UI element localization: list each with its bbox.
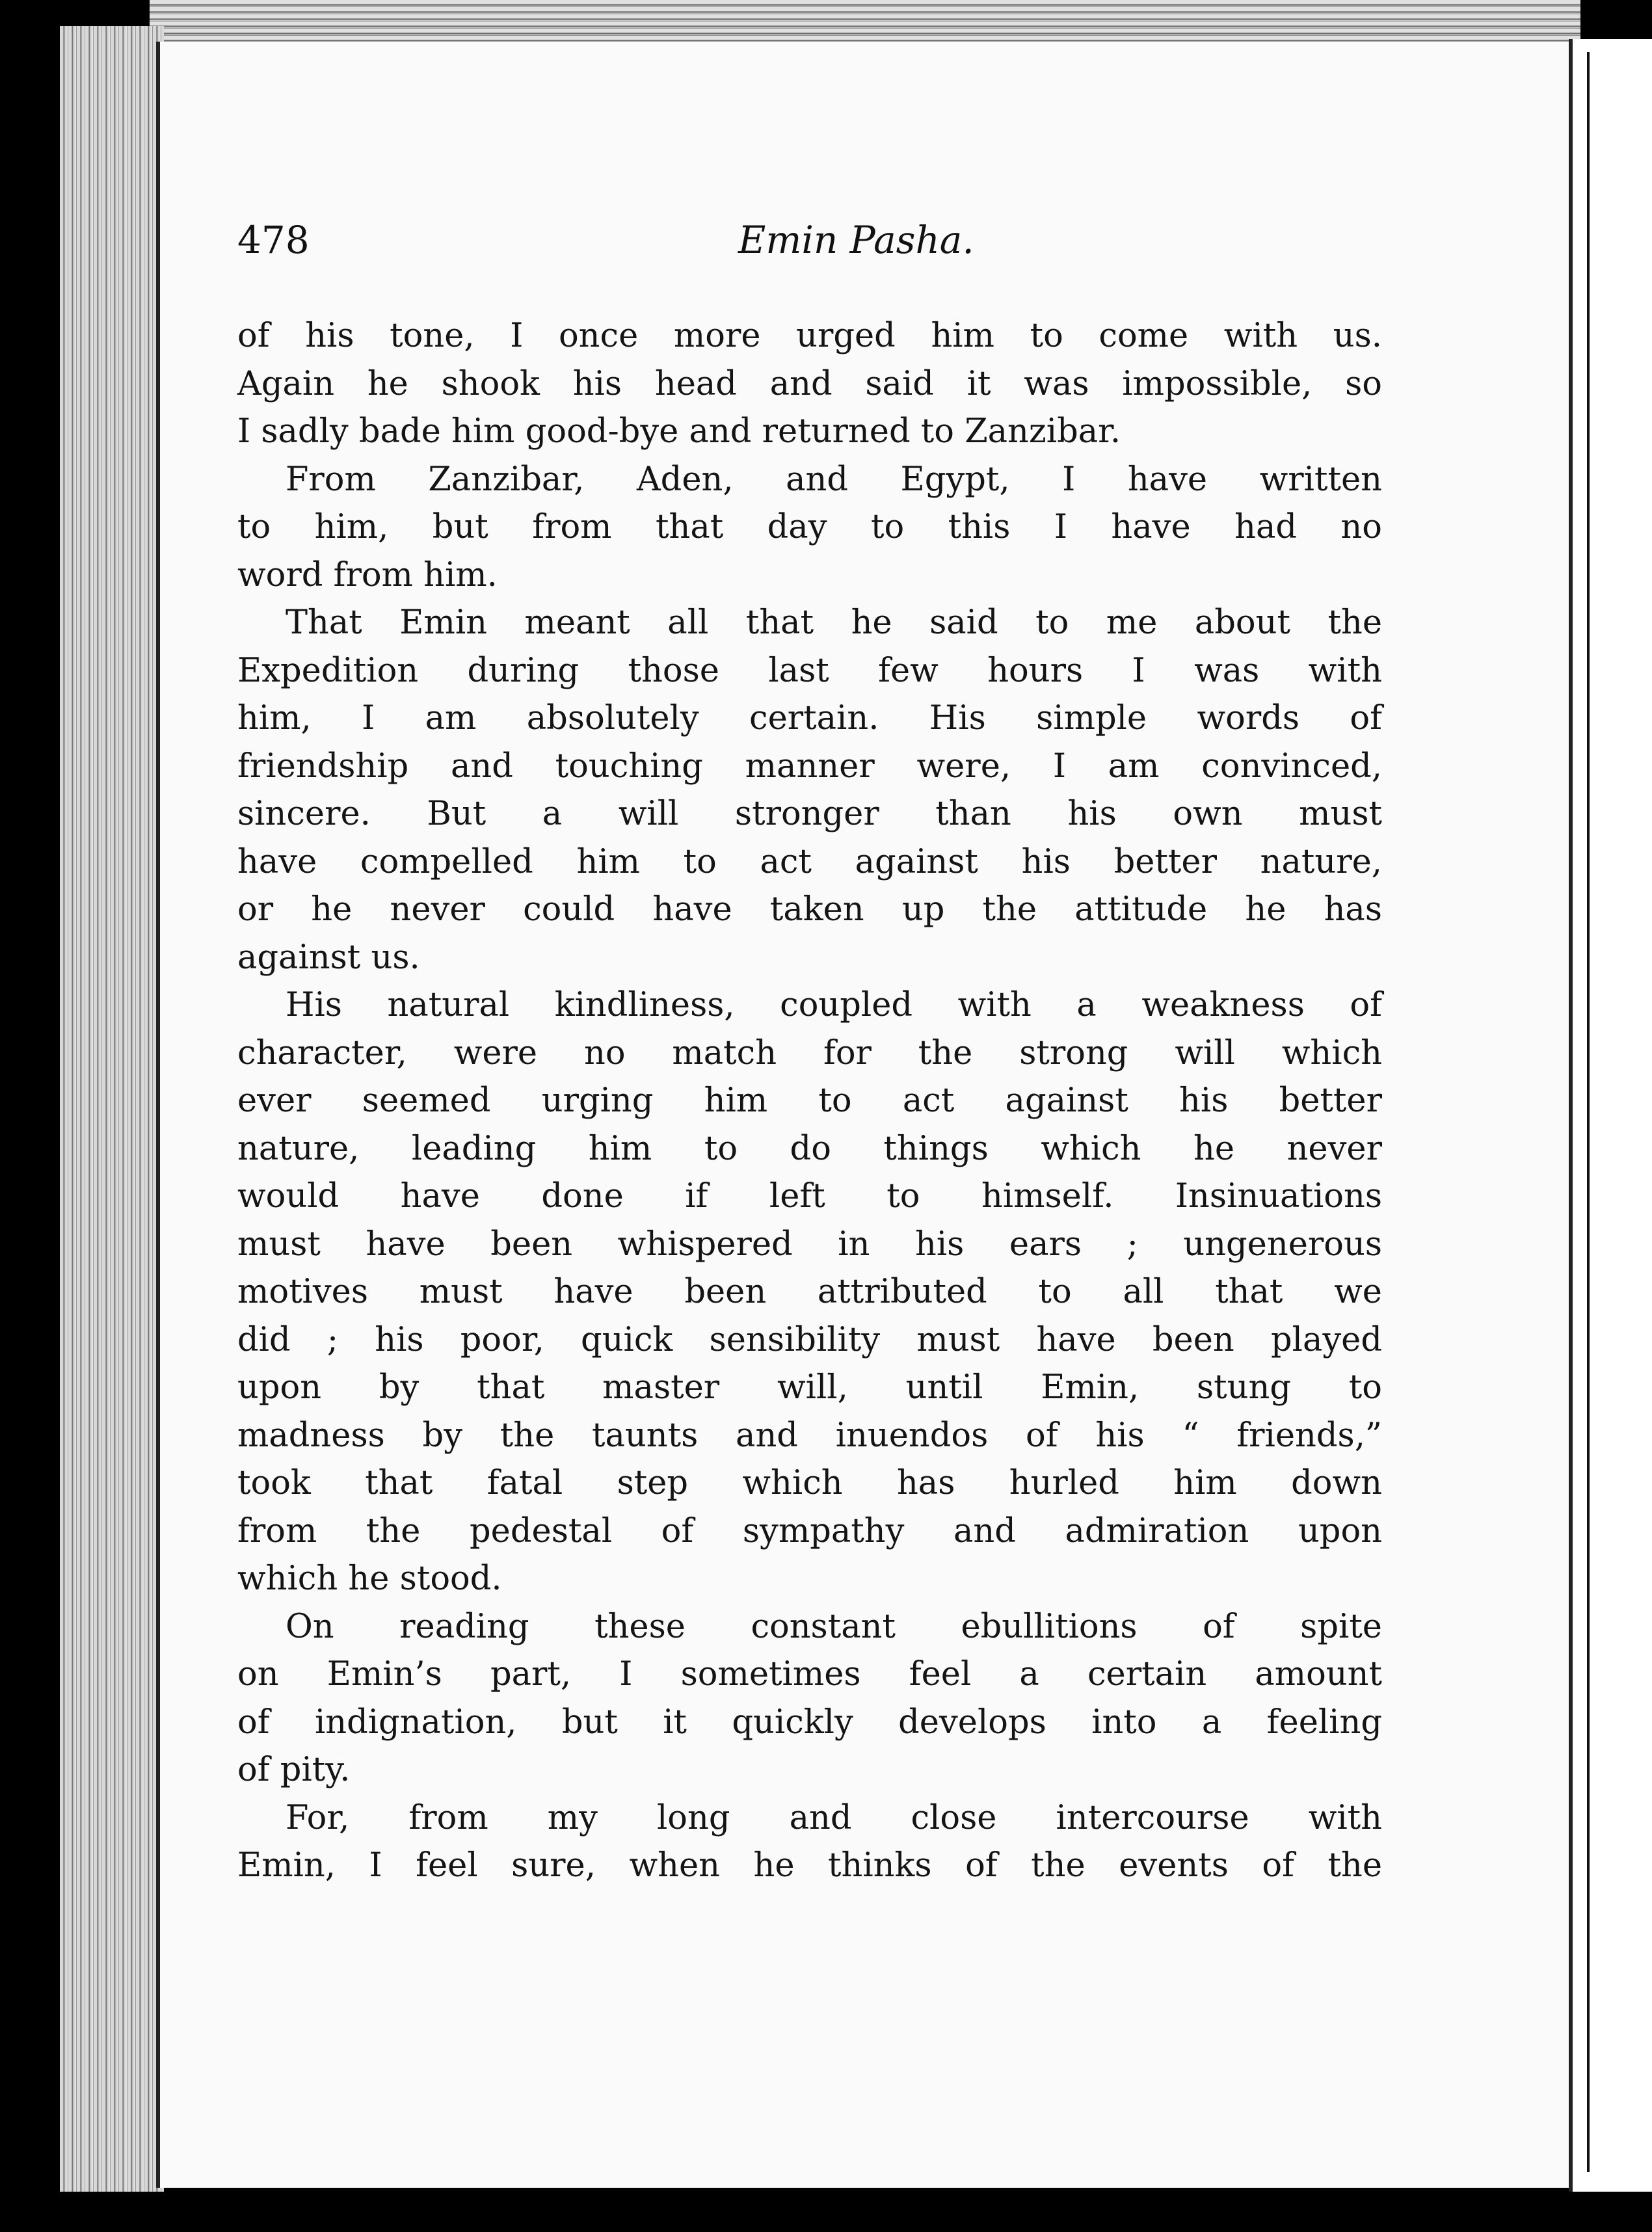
text-line: him, I am absolutely certain. His simple words of bbox=[237, 699, 1382, 737]
text-line: or he never could have taken up the attitude he has bbox=[237, 890, 1382, 929]
right-page-edge bbox=[1569, 39, 1652, 2192]
text-line: of indignation, but it quickly develops into a feeling bbox=[237, 1703, 1382, 1742]
paragraph bbox=[237, 1603, 1382, 1794]
left-page-edges bbox=[60, 26, 164, 2192]
text-line: character, were no match for the strong will which bbox=[237, 1033, 1382, 1072]
text-line: would have done if left to himself. Insinuations bbox=[237, 1177, 1382, 1216]
text-line: ever seemed urging him to act against his better bbox=[237, 1082, 1382, 1120]
text-line: on Emin’s part, I sometimes feel a certain amount bbox=[237, 1655, 1382, 1694]
body-text bbox=[237, 312, 1382, 1890]
text-line: For, from my long and close intercourse with bbox=[286, 1798, 1382, 1837]
text-line: That Emin meant all that he said to me about the bbox=[286, 604, 1382, 642]
page-number: 478 bbox=[237, 218, 310, 262]
text-line: nature, leading him to do things which he never bbox=[237, 1129, 1382, 1168]
text-line: of pity. bbox=[237, 1751, 351, 1789]
text-line: did ; his poor, quick sensibility must have been played bbox=[237, 1320, 1382, 1359]
text-line: friendship and touching manner were, I am convinced, bbox=[237, 747, 1382, 786]
paragraph bbox=[237, 981, 1382, 1603]
text-line: against us. bbox=[237, 938, 420, 977]
text-line: which he stood. bbox=[237, 1560, 502, 1598]
text-line: from the pedestal of sympathy and admiration upon bbox=[237, 1511, 1382, 1550]
text-line: Again he shook his head and said it was impossible, so bbox=[237, 364, 1382, 403]
paragraph bbox=[237, 1794, 1382, 1890]
text-line: must have been whispered in his ears ; ungenerous bbox=[237, 1225, 1382, 1264]
text-line: I sadly bade him good-bye and returned to Zanzibar. bbox=[237, 412, 1121, 451]
paragraph bbox=[237, 312, 1382, 456]
text-line: upon by that master will, until Emin, stung to bbox=[237, 1368, 1382, 1407]
text-line: sincere. But a will stronger than his own must bbox=[237, 795, 1382, 833]
text-line: Emin, I feel sure, when he thinks of the events of the bbox=[237, 1846, 1382, 1885]
text-line: have compelled him to act against his better nature, bbox=[237, 842, 1382, 881]
text-line: From Zanzibar, Aden, and Egypt, I have written bbox=[286, 460, 1382, 499]
text-line: to him, but from that day to this I have had no bbox=[237, 508, 1382, 546]
text-line: On reading these constant ebullitions of spite bbox=[286, 1607, 1382, 1646]
text-line: motives must have been attributed to all that we bbox=[237, 1273, 1382, 1311]
paragraph bbox=[237, 456, 1382, 600]
page-header bbox=[237, 218, 1356, 276]
running-title: Emin Pasha. bbox=[738, 218, 974, 262]
right-binding-line bbox=[1587, 52, 1590, 2172]
text-line: Expedition during those last few hours I was with bbox=[237, 651, 1382, 690]
text-line: word from him. bbox=[237, 555, 498, 594]
text-line: His natural kindliness, coupled with a weakness of bbox=[286, 986, 1382, 1024]
text-line: took that fatal step which has hurled him down bbox=[237, 1464, 1382, 1502]
text-line: of his tone, I once more urged him to come with us. bbox=[237, 317, 1382, 355]
top-page-edges bbox=[150, 0, 1580, 46]
paragraph bbox=[237, 599, 1382, 981]
text-line: madness by the taunts and inuendos of his “ friends,” bbox=[237, 1416, 1382, 1455]
